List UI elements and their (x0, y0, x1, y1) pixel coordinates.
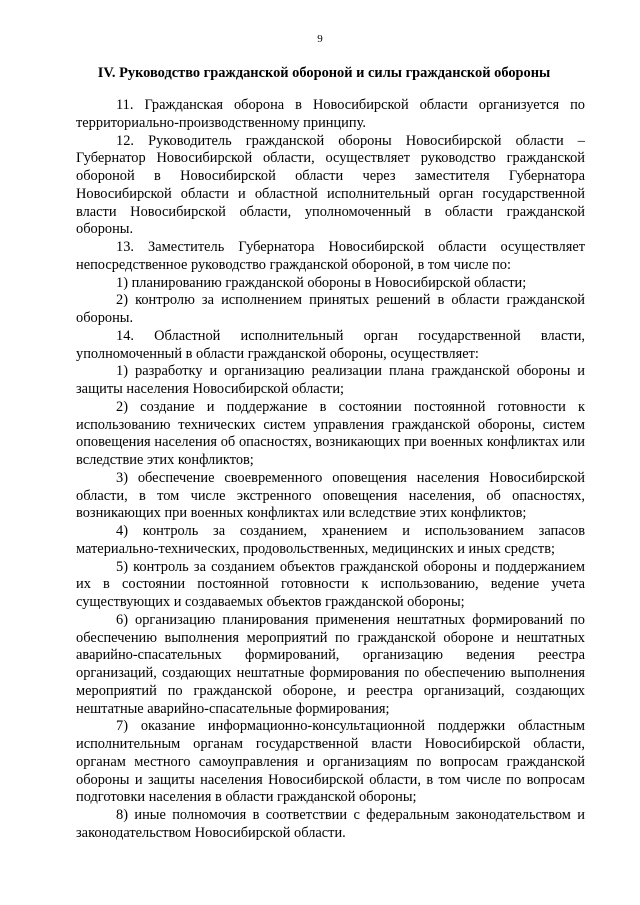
list-item: 6) организацию планирования применения нештатных формирований по обеспечению выполнения мероприятий по гражданской обороне и нештатных аварийно-спасательных формирований, организацию ведения реестра организаций, создающих нештатные формирования по обеспечению выполнения мероприятий по гражданской обороне, и реестра организаций, создающих нештатные аварийно-спасательные формирования; (76, 611, 585, 717)
list-item: 2) создание и поддержание в состоянии постоянной готовности к использованию технических систем управления гражданской обороны, систем оповещения населения об опасностях, возникающих при военных конфликтах или вследствие этих конфликтов; (76, 398, 585, 468)
list-item: 1) планированию гражданской обороны в Новосибирской области; (116, 274, 527, 291)
paragraph: 14. Областной исполнительный орган государственной власти, уполномоченный в области гражданской обороны, осуществляет: (76, 327, 585, 362)
document-body (76, 97, 585, 843)
list-item: 7) оказание информационно-консультационной поддержки областным исполнительным органам государственной власти Новосибирской области, органам местного самоуправления и организациям по вопросам гражданской обороны и защиты населения Новосибирской области, в том числе по вопросам подготовки населения в области гражданской обороны; (76, 718, 585, 806)
list-item: 3) обеспечение своевременного оповещения населения Новосибирской области, в том числе экстренного оповещения населения, об опасностях, возникающих при военных конфликтах или вследствие этих конфликтов; (76, 469, 585, 522)
list-item: 4) контроль за созданием, хранением и использованием запасов материально-технических, продовольственных, медицинских и иных средств; (76, 523, 585, 557)
list-item: 2) контролю за исполнением принятых решений в области гражданской обороны. (76, 292, 585, 326)
page-number: 9 (317, 33, 323, 45)
paragraph: 11. Гражданская оборона в Новосибирской области организуется по территориально-производственному принципу. (76, 97, 585, 131)
list-item: 8) иные полномочия в соответствии с федеральным законодательством и законодательством Новосибирской области. (76, 807, 585, 841)
paragraph: 12. Руководитель гражданской обороны Новосибирской области – Губернатор Новосибирской области, осуществляет руководство гражданской обороной в Новосибирской области через заместителя Губернатора Новосибирской области и областной исполнительный орган государственной власти Новосибирской области, уполномоченный в области гражданской обороны. (76, 132, 585, 238)
list-item: 5) контроль за созданием объектов гражданской обороны и поддержанием их в состоянии постоянной готовности к использованию, ведение учета существующих и создаваемых объектов гражданской обороны; (76, 558, 585, 610)
paragraph: 13. Заместитель Губернатора Новосибирской области осуществляет непосредственное руководство гражданской обороной, в том числе по: (76, 239, 585, 273)
section-heading: IV. Руководство гражданской обороной и силы гражданской обороны (97, 65, 551, 81)
list-item: 1) разработку и организацию реализации плана гражданской обороны и защиты населения Новосибирской области; (76, 363, 585, 397)
